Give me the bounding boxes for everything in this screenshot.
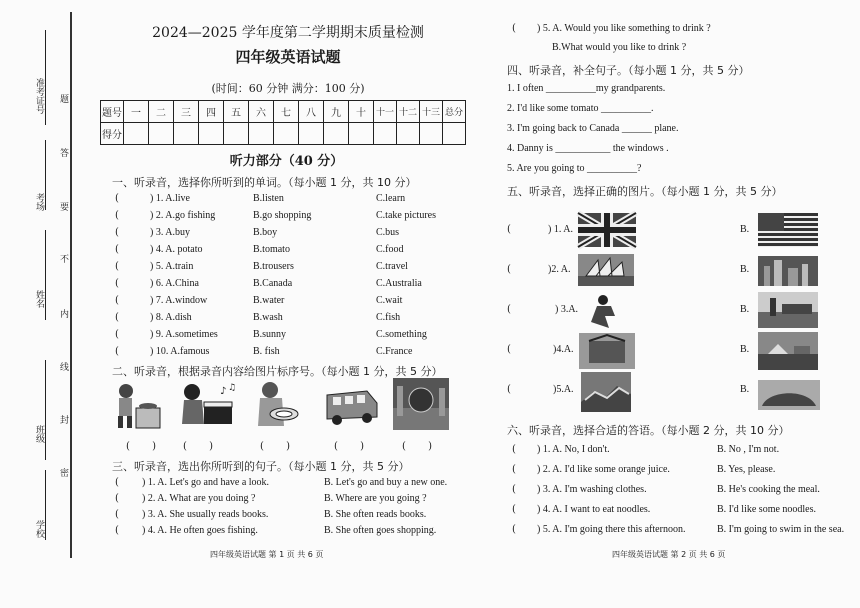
score-table-cell: 题号 bbox=[101, 101, 124, 123]
score-table-cell: 六 bbox=[249, 101, 274, 123]
exam-room-line bbox=[45, 140, 46, 210]
list-item-b: B.listen bbox=[253, 193, 284, 204]
seal-char: 不 bbox=[60, 255, 70, 265]
option-b: B. Let's go and buy a new one. bbox=[324, 477, 448, 488]
score-input-cell[interactable] bbox=[443, 123, 466, 145]
list-item-a: ) 9. A.sometimes bbox=[150, 329, 218, 340]
page-1-footer: 四年级英语试题 第 1 页 共 6 页 bbox=[210, 550, 324, 559]
seal-char: 密 bbox=[60, 469, 70, 479]
landmark-picture bbox=[579, 333, 635, 369]
list-item-b: B.sunny bbox=[253, 329, 287, 340]
exam-title: 2024—2025 学年度第二学期期末质量检测 bbox=[152, 25, 424, 41]
answer-blank[interactable]: ( bbox=[512, 464, 516, 475]
binding-border-line bbox=[70, 12, 72, 558]
section-1-heading: 一、听录音，选择你所听到的单词。（每小题 1 分，共 10 分） bbox=[112, 176, 417, 189]
score-input-cell[interactable] bbox=[199, 123, 224, 145]
score-table-cell: 十一 bbox=[374, 101, 397, 123]
answer-blank[interactable]: ( bbox=[512, 484, 516, 495]
option-b-label: B. bbox=[740, 224, 750, 235]
list-item-a: ) 7. A.window bbox=[150, 295, 208, 306]
answer-blank[interactable]: ( bbox=[507, 344, 511, 355]
list-item-a: ) 3. A.buy bbox=[150, 227, 190, 238]
list-item-b: B.go shopping bbox=[253, 210, 312, 221]
option-a: ) 2. A. I'd like some orange juice. bbox=[537, 464, 670, 475]
list-item-a: ) 8. A.dish bbox=[150, 312, 192, 323]
option-a: ) 1. A. No, I don't. bbox=[537, 444, 610, 455]
list-item-b: B. fish bbox=[253, 346, 280, 357]
option-a: ) 3. A. She usually reads books. bbox=[142, 509, 269, 520]
option-b: B. She often reads books. bbox=[324, 509, 427, 520]
svg-text:♪: ♪ bbox=[220, 386, 227, 397]
uk-flag-picture bbox=[578, 213, 636, 247]
score-table-cell: 十三 bbox=[420, 101, 443, 123]
score-table-cell: 十 bbox=[349, 101, 374, 123]
option-b: B. I'm going to swim in the sea. bbox=[717, 524, 845, 535]
list-item-c: C.bus bbox=[376, 227, 400, 238]
section-4-heading: 四、听录音，补全句子。（每小题 1 分，共 5 分） bbox=[507, 64, 750, 77]
option-a-label: ) 3.A. bbox=[555, 304, 579, 315]
exam-number-line bbox=[45, 30, 46, 125]
fill-blank-item: 3. I'm going back to Canada ______ plane. bbox=[507, 123, 679, 134]
score-row-label: 得分 bbox=[101, 123, 124, 145]
list-item-c: C.food bbox=[376, 244, 404, 255]
great-wall-picture bbox=[581, 372, 631, 412]
fill-blank-item: 5. Are you going to __________? bbox=[507, 163, 642, 174]
score-table-cell: 三 bbox=[174, 101, 199, 123]
answer-blank[interactable]: ( bbox=[507, 264, 511, 275]
listening-section-heading: 听力部分（40 分） bbox=[229, 154, 344, 169]
harbor-picture bbox=[758, 332, 818, 370]
list-item-a: ) 5. A.train bbox=[150, 261, 194, 272]
uluru-picture bbox=[758, 380, 820, 410]
answer-blank[interactable]: ( bbox=[115, 509, 119, 520]
score-input-cell[interactable] bbox=[299, 123, 324, 145]
answer-blank[interactable]: ( bbox=[512, 504, 516, 515]
svg-text:♫: ♫ bbox=[228, 383, 237, 393]
list-item-b: B.trousers bbox=[253, 261, 294, 272]
option-a: ) 2. A. What are you doing ? bbox=[142, 493, 256, 504]
seal-char: 封 bbox=[60, 416, 70, 426]
exam-number-label: 准考证号 bbox=[34, 78, 44, 114]
list-item-c: C.take pictures bbox=[376, 210, 436, 221]
answer-blank[interactable]: ( bbox=[115, 261, 119, 272]
list-item-c: C.travel bbox=[376, 261, 408, 272]
answer-blank[interactable]: ( bbox=[115, 227, 119, 238]
seal-char: 题 bbox=[60, 95, 70, 105]
skater-picture bbox=[583, 294, 623, 330]
score-input-cell[interactable] bbox=[224, 123, 249, 145]
tower-scene-picture bbox=[393, 378, 449, 430]
option-b: B. Where are you going ? bbox=[324, 493, 427, 504]
option-a: ) 3. A. I'm washing clothes. bbox=[537, 484, 647, 495]
score-table-cell: 七 bbox=[274, 101, 299, 123]
score-input-cell[interactable] bbox=[420, 123, 443, 145]
score-input-cell[interactable] bbox=[274, 123, 299, 145]
seal-char: 线 bbox=[60, 363, 70, 373]
option-b-label: B. bbox=[740, 344, 750, 355]
section-2-heading: 二、听录音，根据录音内容给图片标序号。（每小题 1 分，共 5 分） bbox=[112, 365, 443, 378]
section-6-heading: 六、听录音，选择合适的答语。（每小题 2 分，共 10 分） bbox=[507, 424, 790, 437]
answer-blank[interactable]: ( bbox=[115, 477, 119, 488]
option-a-label: )5.A. bbox=[553, 384, 574, 395]
answer-blank[interactable]: ( bbox=[115, 525, 119, 536]
list-item-a: ) 4. A. potato bbox=[150, 244, 203, 255]
list-item-a: ) 2. A.go fishing bbox=[150, 210, 216, 221]
option-b-label: B. bbox=[740, 384, 750, 395]
exam-room-label: 考场 bbox=[34, 193, 44, 211]
answer-blank[interactable]: ( bbox=[507, 224, 511, 235]
option-a: ) 5. A. Would you like something to drink ? bbox=[537, 23, 711, 34]
score-input-cell[interactable] bbox=[174, 123, 199, 145]
usa-flag-picture bbox=[758, 213, 818, 247]
list-item-b: B.wash bbox=[253, 312, 283, 323]
list-item-a: ) 10. A.famous bbox=[150, 346, 210, 357]
seal-char: 答 bbox=[60, 149, 70, 159]
sydney-opera-house-picture bbox=[578, 254, 634, 286]
answer-blank[interactable]: ( bbox=[512, 524, 516, 535]
option-a-label: )2. A. bbox=[548, 264, 571, 275]
option-a: ) 1. A. Let's go and have a look. bbox=[142, 477, 270, 488]
score-table-cell: 一 bbox=[124, 101, 149, 123]
option-b-label: B. bbox=[740, 304, 750, 315]
seal-char: 内 bbox=[60, 310, 70, 320]
score-input-cell[interactable] bbox=[397, 123, 420, 145]
boy-cooking-picture bbox=[112, 380, 162, 430]
option-b: B.What would you like to drink ? bbox=[552, 42, 687, 53]
fill-blank-item: 2. I'd like some tomato __________. bbox=[507, 103, 654, 114]
score-input-cell[interactable] bbox=[349, 123, 374, 145]
name-line bbox=[45, 230, 46, 320]
list-item-b: B.boy bbox=[253, 227, 278, 238]
bus-picture bbox=[323, 385, 381, 427]
score-input-cell[interactable] bbox=[149, 123, 174, 145]
list-item-c: C.fish bbox=[376, 312, 401, 323]
section-3-heading: 三、听录音，选出你所听到的句子。（每小题 1 分，共 5 分） bbox=[112, 460, 410, 473]
score-table-cell: 十二 bbox=[397, 101, 420, 123]
answer-blank[interactable]: ( bbox=[115, 210, 119, 221]
option-a-label: ) 1. A. bbox=[548, 224, 573, 235]
list-item-c: C.Australia bbox=[376, 278, 422, 289]
score-input-cell[interactable] bbox=[374, 123, 397, 145]
option-b: B. I'd like some noodles. bbox=[717, 504, 817, 515]
page-2-footer: 四年级英语试题 第 2 页 共 6 页 bbox=[612, 550, 726, 559]
seal-char: 要 bbox=[60, 203, 70, 213]
answer-blank[interactable]: ( ) bbox=[334, 441, 365, 452]
list-item-a: ) 6. A.China bbox=[150, 278, 199, 289]
answer-blank[interactable]: ( ) bbox=[402, 441, 433, 452]
answer-blank[interactable]: ( bbox=[512, 23, 516, 34]
answer-blank[interactable]: ( bbox=[115, 329, 119, 340]
name-label: 姓名 bbox=[34, 290, 44, 308]
score-table-cell: 二 bbox=[149, 101, 174, 123]
city-skyline-picture bbox=[758, 256, 818, 286]
answer-blank[interactable]: ( bbox=[507, 384, 511, 395]
fill-blank-item: 4. Danny is ___________ the windows . bbox=[507, 143, 669, 154]
option-b-label: B. bbox=[740, 264, 750, 275]
list-item-a: ) 1. A.live bbox=[150, 193, 190, 204]
class-line bbox=[45, 360, 46, 460]
girl-piano-picture bbox=[180, 380, 235, 430]
score-input-cell[interactable] bbox=[124, 123, 149, 145]
boy-washing-dishes-picture bbox=[252, 378, 302, 430]
score-table-cell: 五 bbox=[224, 101, 249, 123]
list-item-c: C.something bbox=[376, 329, 427, 340]
score-input-cell[interactable] bbox=[249, 123, 274, 145]
answer-blank[interactable]: ( bbox=[115, 346, 119, 357]
answer-blank[interactable]: ( bbox=[115, 193, 119, 204]
score-table-cell: 四 bbox=[199, 101, 224, 123]
option-b: B. She often goes shopping. bbox=[324, 525, 437, 536]
option-a: ) 5. A. I'm going there this afternoon. bbox=[537, 524, 686, 535]
option-a-label: )4.A. bbox=[553, 344, 574, 355]
option-b: B. He's cooking the meal. bbox=[717, 484, 820, 495]
answer-blank[interactable]: ( bbox=[115, 278, 119, 289]
answer-blank[interactable]: ( ) bbox=[183, 441, 214, 452]
list-item-c: C.learn bbox=[376, 193, 406, 204]
answer-blank[interactable]: ( ) bbox=[260, 441, 291, 452]
option-b: B. Yes, please. bbox=[717, 464, 776, 475]
answer-blank[interactable]: ( bbox=[115, 244, 119, 255]
list-item-b: B.Canada bbox=[253, 278, 293, 289]
score-table-cell: 八 bbox=[299, 101, 324, 123]
answer-blank[interactable]: ( bbox=[115, 295, 119, 306]
parliament-picture bbox=[758, 292, 818, 328]
option-a: ) 4. A. He often goes fishing. bbox=[142, 525, 258, 536]
score-table-header-row bbox=[101, 101, 466, 123]
score-table-cell: 总分 bbox=[443, 101, 466, 123]
class-label: 班级 bbox=[34, 425, 44, 443]
score-table-cell: 九 bbox=[324, 101, 349, 123]
answer-blank[interactable]: ( bbox=[115, 312, 119, 323]
list-item-b: B.tomato bbox=[253, 244, 290, 255]
score-table-score-row bbox=[101, 123, 466, 145]
score-table bbox=[100, 100, 466, 145]
list-item-c: C.France bbox=[376, 346, 413, 357]
school-label: 学校 bbox=[34, 520, 44, 538]
time-info: (时间：60 分钟 满分：100 分) bbox=[211, 82, 365, 95]
answer-blank[interactable]: ( ) bbox=[126, 441, 157, 452]
school-line bbox=[45, 470, 46, 540]
score-input-cell[interactable] bbox=[324, 123, 349, 145]
option-b: B. No , I'm not. bbox=[717, 444, 780, 455]
answer-blank[interactable]: ( bbox=[507, 304, 511, 315]
answer-blank[interactable]: ( bbox=[115, 493, 119, 504]
list-item-c: C.wait bbox=[376, 295, 403, 306]
exam-subtitle: 四年级英语试题 bbox=[235, 48, 341, 66]
option-a: ) 4. A. I want to eat noodles. bbox=[537, 504, 651, 515]
answer-blank[interactable]: ( bbox=[512, 444, 516, 455]
section-5-heading: 五、听录音，选择正确的图片。（每小题 1 分，共 5 分） bbox=[507, 185, 783, 198]
list-item-b: B.water bbox=[253, 295, 285, 306]
fill-blank-item: 1. I often __________my grandparents. bbox=[507, 83, 666, 94]
